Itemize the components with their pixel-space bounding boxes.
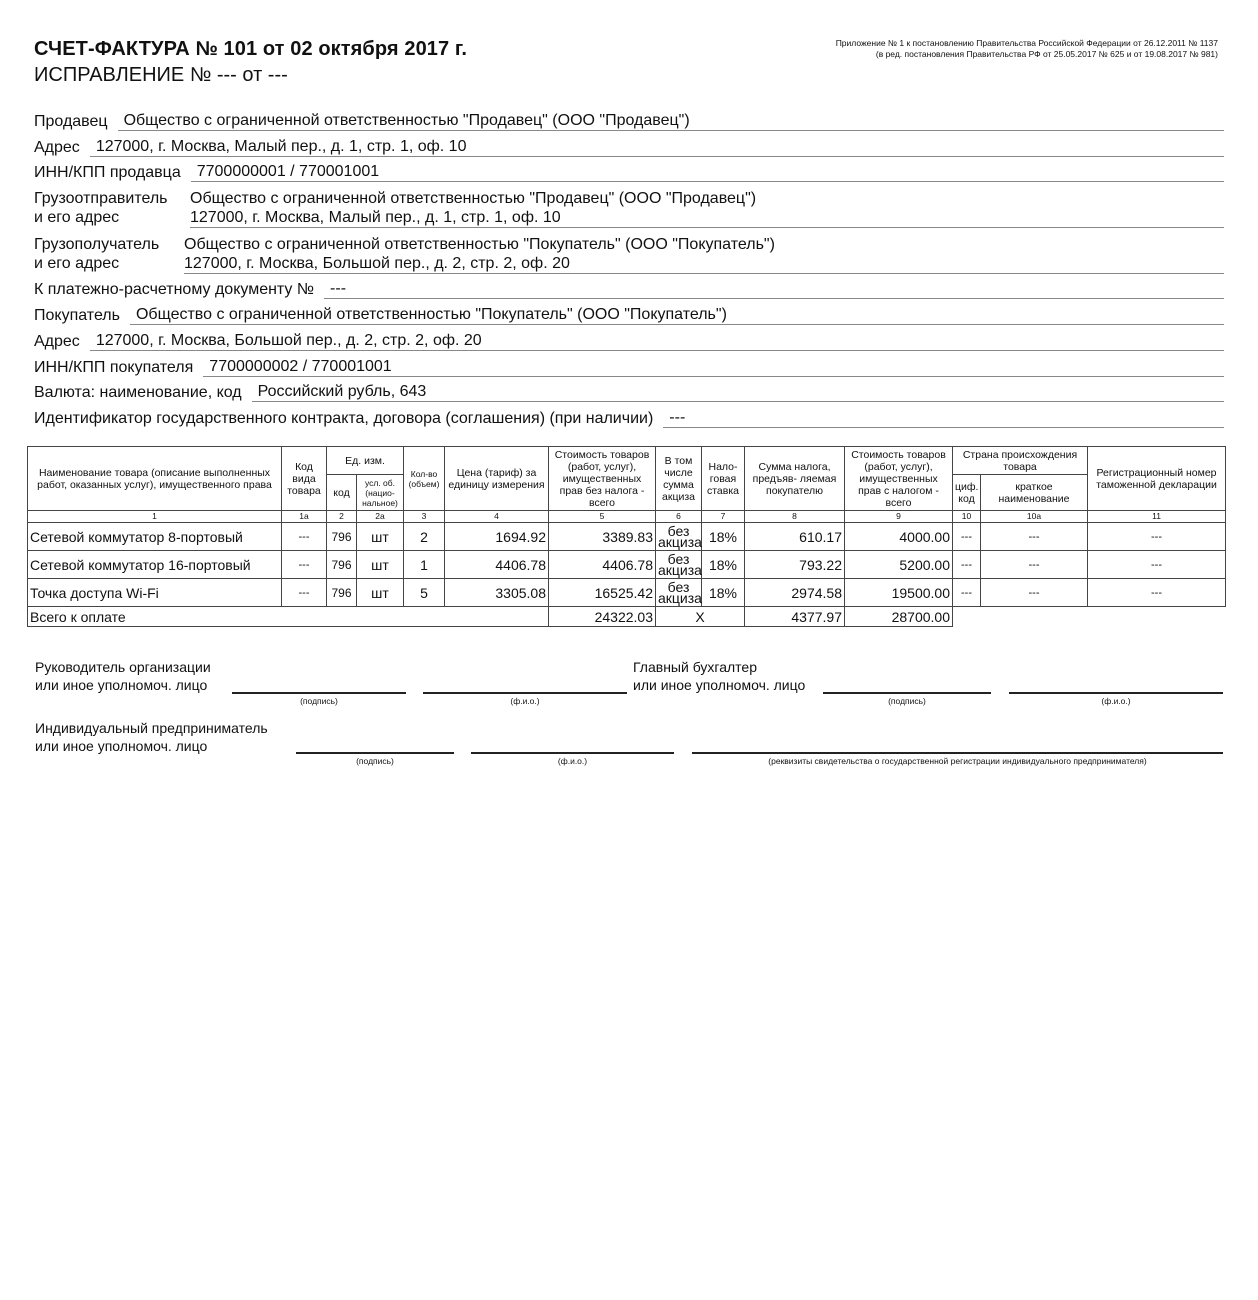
col-number: 2 <box>327 511 357 523</box>
buyer-inn-value: 7700000002 / 770001001 <box>203 358 1224 377</box>
shipper-label: Грузоотправитель <box>34 190 168 207</box>
header-unit: Ед. изм. <box>327 447 404 475</box>
total-sum: 28700.00 <box>845 607 953 627</box>
item-kind: --- <box>282 551 327 579</box>
item-tax: 2974.58 <box>745 579 845 607</box>
header-kind-code: Код вида товара <box>282 447 327 511</box>
buyer-label: Покупатель <box>34 307 120 324</box>
header-price: Цена (тариф) за единицу измерения <box>445 447 549 511</box>
item-unit-name: шт <box>357 579 404 607</box>
item-cost: 4406.78 <box>549 551 656 579</box>
seller-inn-value: 7700000001 / 770001001 <box>191 163 1224 182</box>
header-country-code: циф. код <box>953 475 981 511</box>
col-number: 9 <box>845 511 953 523</box>
item-country-code: --- <box>953 551 981 579</box>
item-cost: 3389.83 <box>549 523 656 551</box>
item-kind: --- <box>282 579 327 607</box>
item-unit-name: шт <box>357 523 404 551</box>
item-rate: 18% <box>702 523 745 551</box>
header-unit-code: код <box>327 475 357 511</box>
payment-doc-value: --- <box>324 280 1224 299</box>
ip-fio-caption: (ф.и.о.) <box>557 756 588 766</box>
consignee-label: Грузополучатель <box>34 236 160 253</box>
head-sign-line[interactable] <box>232 692 406 694</box>
item-customs: --- <box>1088 523 1226 551</box>
col-number: 7 <box>702 511 745 523</box>
item-excise: без акциза <box>656 523 702 551</box>
item-excise: без акциза <box>656 551 702 579</box>
seller-field <box>34 112 1224 131</box>
header-unit-name: усл. об. (нацио- нальное) <box>357 475 404 511</box>
head-sign-caption: (подпись) <box>300 696 338 706</box>
items-table <box>27 446 1226 627</box>
item-rate: 18% <box>702 551 745 579</box>
item-tax: 793.22 <box>745 551 845 579</box>
correction-line: ИСПРАВЛЕНИЕ № --- от --- <box>34 64 288 86</box>
appendix-note <box>836 38 1218 60</box>
item-total: 4000.00 <box>845 523 953 551</box>
item-total: 5200.00 <box>845 551 953 579</box>
header-country-name: краткое наименование <box>981 475 1088 511</box>
total-cost: 24322.03 <box>549 607 656 627</box>
item-kind: --- <box>282 523 327 551</box>
payment-doc-field <box>34 280 1224 299</box>
col-number: 1а <box>282 511 327 523</box>
item-customs: --- <box>1088 579 1226 607</box>
item-unit-name: шт <box>357 551 404 579</box>
consignee-address-value: 127000, г. Москва, Большой пер., д. 2, стр. 2, оф. 20 <box>184 254 1224 274</box>
shipper-field <box>34 189 1224 228</box>
item-rate: 18% <box>702 579 745 607</box>
item-price: 1694.92 <box>445 523 549 551</box>
item-country-name: --- <box>981 579 1088 607</box>
col-number: 10а <box>981 511 1088 523</box>
total-row <box>28 607 1226 627</box>
buyer-value: Общество с ограниченной ответственностью "Покупатель" (ООО "Покупатель") <box>130 306 1224 325</box>
seller-address-value: 127000, г. Москва, Малый пер., д. 1, стр. 1, оф. 10 <box>90 138 1224 157</box>
consignee-value: Общество с ограниченной ответственностью "Покупатель" (ООО "Покупатель") <box>184 236 775 253</box>
item-qty: 2 <box>404 523 445 551</box>
seller-inn-field <box>34 163 1224 182</box>
item-unit-code: 796 <box>327 551 357 579</box>
accountant-sign-line[interactable] <box>823 692 991 694</box>
contract-label: Идентификатор государственного контракта, договора (соглашения) (при наличии) <box>34 410 654 427</box>
accountant-signature-label <box>633 658 805 694</box>
item-tax: 610.17 <box>745 523 845 551</box>
item-unit-code: 796 <box>327 523 357 551</box>
header-customs: Регистрационный номер таможенной декларации <box>1088 447 1226 511</box>
buyer-address-field <box>34 332 1224 351</box>
accountant-fio-line[interactable] <box>1009 692 1223 694</box>
head-label-line-1: Руководитель организации <box>35 659 211 675</box>
header-tax-rate: Нало- говая ставка <box>702 447 745 511</box>
item-price: 4406.78 <box>445 551 549 579</box>
col-number: 5 <box>549 511 656 523</box>
consignee-field <box>34 235 1224 274</box>
item-qty: 5 <box>404 579 445 607</box>
head-signature-label <box>35 658 211 694</box>
total-excise-x: X <box>656 607 745 627</box>
header-excise: В том числе сумма акциза <box>656 447 702 511</box>
head-fio-caption: (ф.и.о.) <box>510 696 540 706</box>
shipper-value: Общество с ограниченной ответственностью "Продавец" (ООО "Продавец") <box>190 190 757 207</box>
item-country-name: --- <box>981 523 1088 551</box>
shipper-address-value: 127000, г. Москва, Малый пер., д. 1, стр. 1, оф. 10 <box>190 208 1224 228</box>
item-name: Сетевой коммутатор 16-портовый <box>28 551 282 579</box>
ip-sign-caption: (подпись) <box>356 756 394 766</box>
appendix-line-2: (в ред. постановления Правительства РФ от 25.05.2017 № 625 и от 19.08.2017 № 981) <box>875 49 1218 59</box>
buyer-inn-field <box>34 358 1224 377</box>
payment-doc-label: К платежно-расчетному документу № <box>34 281 315 298</box>
col-number: 3 <box>404 511 445 523</box>
buyer-field <box>34 306 1224 325</box>
item-country-name: --- <box>981 551 1088 579</box>
header-country: Страна происхождения товара <box>953 447 1088 475</box>
currency-field <box>34 383 1224 402</box>
col-number: 2а <box>357 511 404 523</box>
buyer-address-value: 127000, г. Москва, Большой пер., д. 2, стр. 2, оф. 20 <box>90 332 1224 351</box>
header-cost-no-tax: Стоимость товаров (работ, услуг), имущественных прав без налога - всего <box>549 447 656 511</box>
consignee-address-label: и его адрес <box>34 255 120 272</box>
seller-label: Продавец <box>34 113 108 130</box>
seller-address-label: Адрес <box>34 139 80 156</box>
table-row <box>28 579 1226 607</box>
ip-requisites-line[interactable] <box>692 752 1223 754</box>
item-total: 19500.00 <box>845 579 953 607</box>
col-number: 8 <box>745 511 845 523</box>
accountant-sign-caption: (подпись) <box>888 696 926 706</box>
col-number: 6 <box>656 511 702 523</box>
column-numbers-row <box>28 511 1226 523</box>
item-country-code: --- <box>953 579 981 607</box>
item-cost: 16525.42 <box>549 579 656 607</box>
accountant-label-line-1: Главный бухгалтер <box>633 659 757 675</box>
total-label: Всего к оплате <box>28 607 549 627</box>
item-price: 3305.08 <box>445 579 549 607</box>
col-number: 4 <box>445 511 549 523</box>
buyer-inn-label: ИНН/КПП покупателя <box>34 359 194 376</box>
contract-field <box>34 409 1224 428</box>
header-cost-with-tax: Стоимость товаров (работ, услуг), имущественных прав с налогом - всего <box>845 447 953 511</box>
currency-value: Российский рубль, 643 <box>252 383 1224 402</box>
item-excise: без акциза <box>656 579 702 607</box>
item-name: Точка доступа Wi-Fi <box>28 579 282 607</box>
item-customs: --- <box>1088 551 1226 579</box>
seller-value: Общество с ограниченной ответственностью "Продавец" (ООО "Продавец") <box>118 112 1224 131</box>
table-row <box>28 551 1226 579</box>
header-name: Наименование товара (описание выполненных работ, оказанных услуг), имущественного права <box>28 447 282 511</box>
total-tax: 4377.97 <box>745 607 845 627</box>
ip-label-line-2: или иное уполномоч. лицо <box>35 738 208 754</box>
appendix-line-1: Приложение № 1 к постановлению Правительства Российской Федерации от 26.12.2011 № 1137 <box>835 38 1218 48</box>
item-qty: 1 <box>404 551 445 579</box>
header-tax-sum: Сумма налога, предъяв- ляемая покупателю <box>745 447 845 511</box>
accountant-fio-caption: (ф.и.о.) <box>1101 696 1131 706</box>
header-qty: Кол-во (объем) <box>404 447 445 511</box>
shipper-address-label: и его адрес <box>34 209 120 226</box>
col-number: 10 <box>953 511 981 523</box>
ip-requisites-caption: (реквизиты свидетельства о государственной регистрации индивидуального предпринимателя) <box>768 756 1147 766</box>
header-row-1 <box>28 447 1226 475</box>
item-name: Сетевой коммутатор 8-портовый <box>28 523 282 551</box>
seller-inn-label: ИНН/КПП продавца <box>34 164 181 181</box>
col-number: 11 <box>1088 511 1226 523</box>
table-row <box>28 523 1226 551</box>
ip-sign-line[interactable] <box>296 752 454 754</box>
seller-address-field <box>34 138 1224 157</box>
ip-label-line-1: Индивидуальный предприниматель <box>35 720 268 736</box>
head-label-line-2: или иное уполномоч. лицо <box>35 677 208 693</box>
contract-value: --- <box>663 409 1224 428</box>
item-country-code: --- <box>953 523 981 551</box>
col-number: 1 <box>28 511 282 523</box>
invoice-title: СЧЕТ-ФАКТУРА № 101 от 02 октября 2017 г. <box>34 38 467 60</box>
item-unit-code: 796 <box>327 579 357 607</box>
currency-label: Валюта: наименование, код <box>34 384 242 401</box>
head-fio-line[interactable] <box>423 692 627 694</box>
ip-fio-line[interactable] <box>471 752 674 754</box>
total-empty <box>953 607 1226 627</box>
accountant-label-line-2: или иное уполномоч. лицо <box>633 677 806 693</box>
buyer-address-label: Адрес <box>34 333 80 350</box>
ip-signature-label <box>35 719 268 755</box>
